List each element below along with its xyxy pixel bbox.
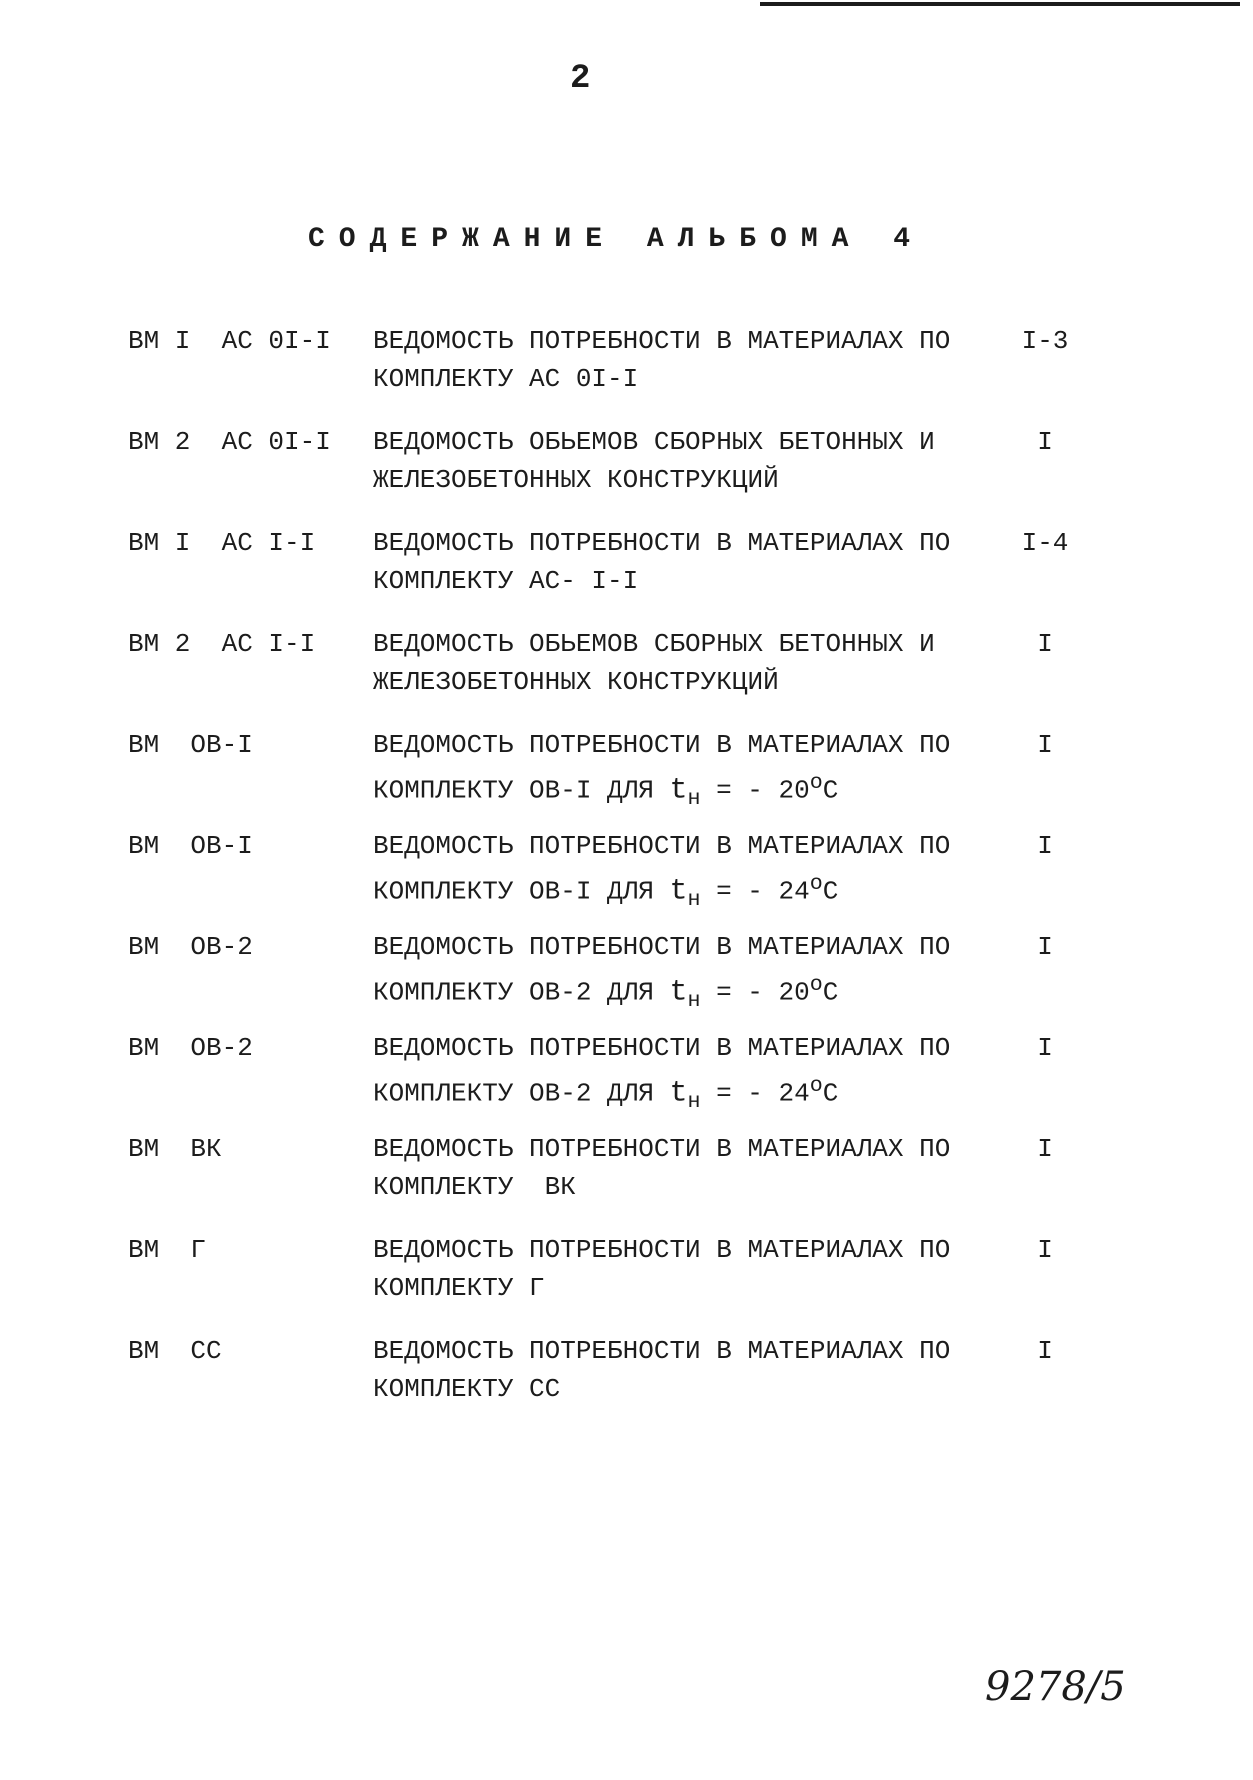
row-description-line: КОМПЛЕКТУ СС (373, 1374, 561, 1404)
row-description-line (373, 1067, 993, 1121)
temperature-subscript: н (687, 886, 701, 912)
row-description (373, 322, 993, 398)
row-description-line: ВЕДОМОСТЬ ОБЬЕМОВ СБОРНЫХ БЕТОННЫХ И (373, 629, 935, 659)
temperature-value: = - 24 (700, 1078, 810, 1109)
row-code: ВМ I АС I-I (128, 528, 316, 558)
row-description (373, 1029, 993, 1121)
row-pages: I (1037, 1134, 1053, 1164)
temperature-subscript: н (687, 785, 701, 811)
contents-row (0, 423, 1253, 513)
row-description (373, 1231, 993, 1307)
row-code: ВМ I АС 0I-I (128, 326, 331, 356)
row-pages: I (1037, 629, 1053, 659)
temperature-unit: C (822, 775, 839, 806)
contents-row (0, 827, 1253, 917)
contents-row (0, 1231, 1253, 1321)
document-number: 9278/5 (985, 1664, 1126, 1710)
row-description-text: КОМПЛЕКТУ ОВ-I ДЛЯ (373, 876, 654, 907)
row-description-line: ВЕДОМОСТЬ ПОТРЕБНОСТИ В МАТЕРИАЛАХ ПО (373, 932, 951, 962)
row-code: ВМ ОВ-I (128, 831, 253, 861)
temperature-symbol: t (669, 773, 688, 808)
row-description-line: КОМПЛЕКТУ АС- I-I (373, 566, 639, 596)
temperature-symbol: t (669, 1076, 688, 1111)
temperature-value: = - 20 (700, 977, 810, 1008)
row-description-line: ЖЕЛЕЗОБЕТОННЫХ КОНСТРУКЦИЙ (373, 465, 779, 495)
row-description-line (373, 865, 993, 919)
temperature-symbol: t (669, 975, 688, 1010)
temperature-unit: C (822, 876, 839, 907)
page-number: 2 (570, 60, 591, 98)
row-description-line: КОМПЛЕКТУ Г (373, 1273, 545, 1303)
contents-row (0, 928, 1253, 1018)
page-title: СОДЕРЖАНИЕ АЛЬБОМА 4 (308, 224, 925, 255)
row-description-line: ВЕДОМОСТЬ ПОТРЕБНОСТИ В МАТЕРИАЛАХ ПО (373, 1235, 951, 1265)
row-pages: I (1037, 427, 1053, 457)
row-code: ВМ ОВ-I (128, 730, 253, 760)
temperature-unit: C (822, 977, 839, 1008)
row-description (373, 726, 993, 818)
row-code: ВМ СС (128, 1336, 222, 1366)
temperature-value: = - 24 (700, 876, 810, 907)
row-pages: I (1037, 1033, 1053, 1063)
row-pages: I-4 (1021, 528, 1069, 558)
degree-mark: o (809, 972, 823, 997)
row-description-line: ВЕДОМОСТЬ ПОТРЕБНОСТИ В МАТЕРИАЛАХ ПО (373, 1336, 951, 1366)
row-pages: I (1037, 1336, 1053, 1366)
temperature-symbol: t (669, 874, 688, 909)
row-pages: I (1037, 730, 1053, 760)
row-description-text: КОМПЛЕКТУ ОВ-2 ДЛЯ (373, 1078, 654, 1109)
row-code: ВМ Г (128, 1235, 207, 1265)
row-description (373, 423, 993, 499)
row-description (373, 928, 993, 1020)
temperature-value: = - 20 (700, 775, 810, 806)
contents-row (0, 625, 1253, 715)
row-pages: I-3 (1021, 326, 1069, 356)
row-description-text: КОМПЛЕКТУ ОВ-I ДЛЯ (373, 775, 654, 806)
row-pages: I (1037, 831, 1053, 861)
contents-row (0, 322, 1253, 412)
row-description-line: ВЕДОМОСТЬ ПОТРЕБНОСТИ В МАТЕРИАЛАХ ПО (373, 528, 951, 558)
row-code: ВМ 2 АС 0I-I (128, 427, 331, 457)
row-description-line: ВЕДОМОСТЬ ПОТРЕБНОСТИ В МАТЕРИАЛАХ ПО (373, 831, 951, 861)
degree-mark: o (809, 1073, 823, 1098)
contents-row (0, 1130, 1253, 1220)
row-description-line: ЖЕЛЕЗОБЕТОННЫХ КОНСТРУКЦИЙ (373, 667, 779, 697)
temperature-unit: C (822, 1078, 839, 1109)
degree-mark: o (809, 871, 823, 896)
row-description (373, 827, 993, 919)
row-description-text: КОМПЛЕКТУ ОВ-2 ДЛЯ (373, 977, 654, 1008)
row-description-line (373, 764, 993, 818)
temperature-subscript: н (687, 987, 701, 1013)
row-description (373, 524, 993, 600)
contents-row (0, 1332, 1253, 1422)
temperature-subscript: н (687, 1088, 701, 1114)
contents-row (0, 726, 1253, 816)
row-code: ВМ ОВ-2 (128, 932, 253, 962)
row-pages: I (1037, 932, 1053, 962)
row-description-line (373, 966, 993, 1020)
row-code: ВМ ОВ-2 (128, 1033, 253, 1063)
row-description-line: ВЕДОМОСТЬ ОБЬЕМОВ СБОРНЫХ БЕТОННЫХ И (373, 427, 935, 457)
row-description (373, 625, 993, 701)
row-code: ВМ 2 АС I-I (128, 629, 316, 659)
contents-row (0, 1029, 1253, 1119)
row-description-line: ВЕДОМОСТЬ ПОТРЕБНОСТИ В МАТЕРИАЛАХ ПО (373, 730, 951, 760)
row-description-line: ВЕДОМОСТЬ ПОТРЕБНОСТИ В МАТЕРИАЛАХ ПО (373, 1134, 951, 1164)
row-pages: I (1037, 1235, 1053, 1265)
row-description-line: ВЕДОМОСТЬ ПОТРЕБНОСТИ В МАТЕРИАЛАХ ПО (373, 1033, 951, 1063)
row-description (373, 1332, 993, 1408)
row-description-line: КОМПЛЕКТУ АС 0I-I (373, 364, 639, 394)
row-code: ВМ ВК (128, 1134, 222, 1164)
degree-mark: o (809, 770, 823, 795)
contents-row (0, 524, 1253, 614)
row-description-line: КОМПЛЕКТУ ВК (373, 1172, 576, 1202)
row-description-line: ВЕДОМОСТЬ ПОТРЕБНОСТИ В МАТЕРИАЛАХ ПО (373, 326, 951, 356)
row-description (373, 1130, 993, 1206)
